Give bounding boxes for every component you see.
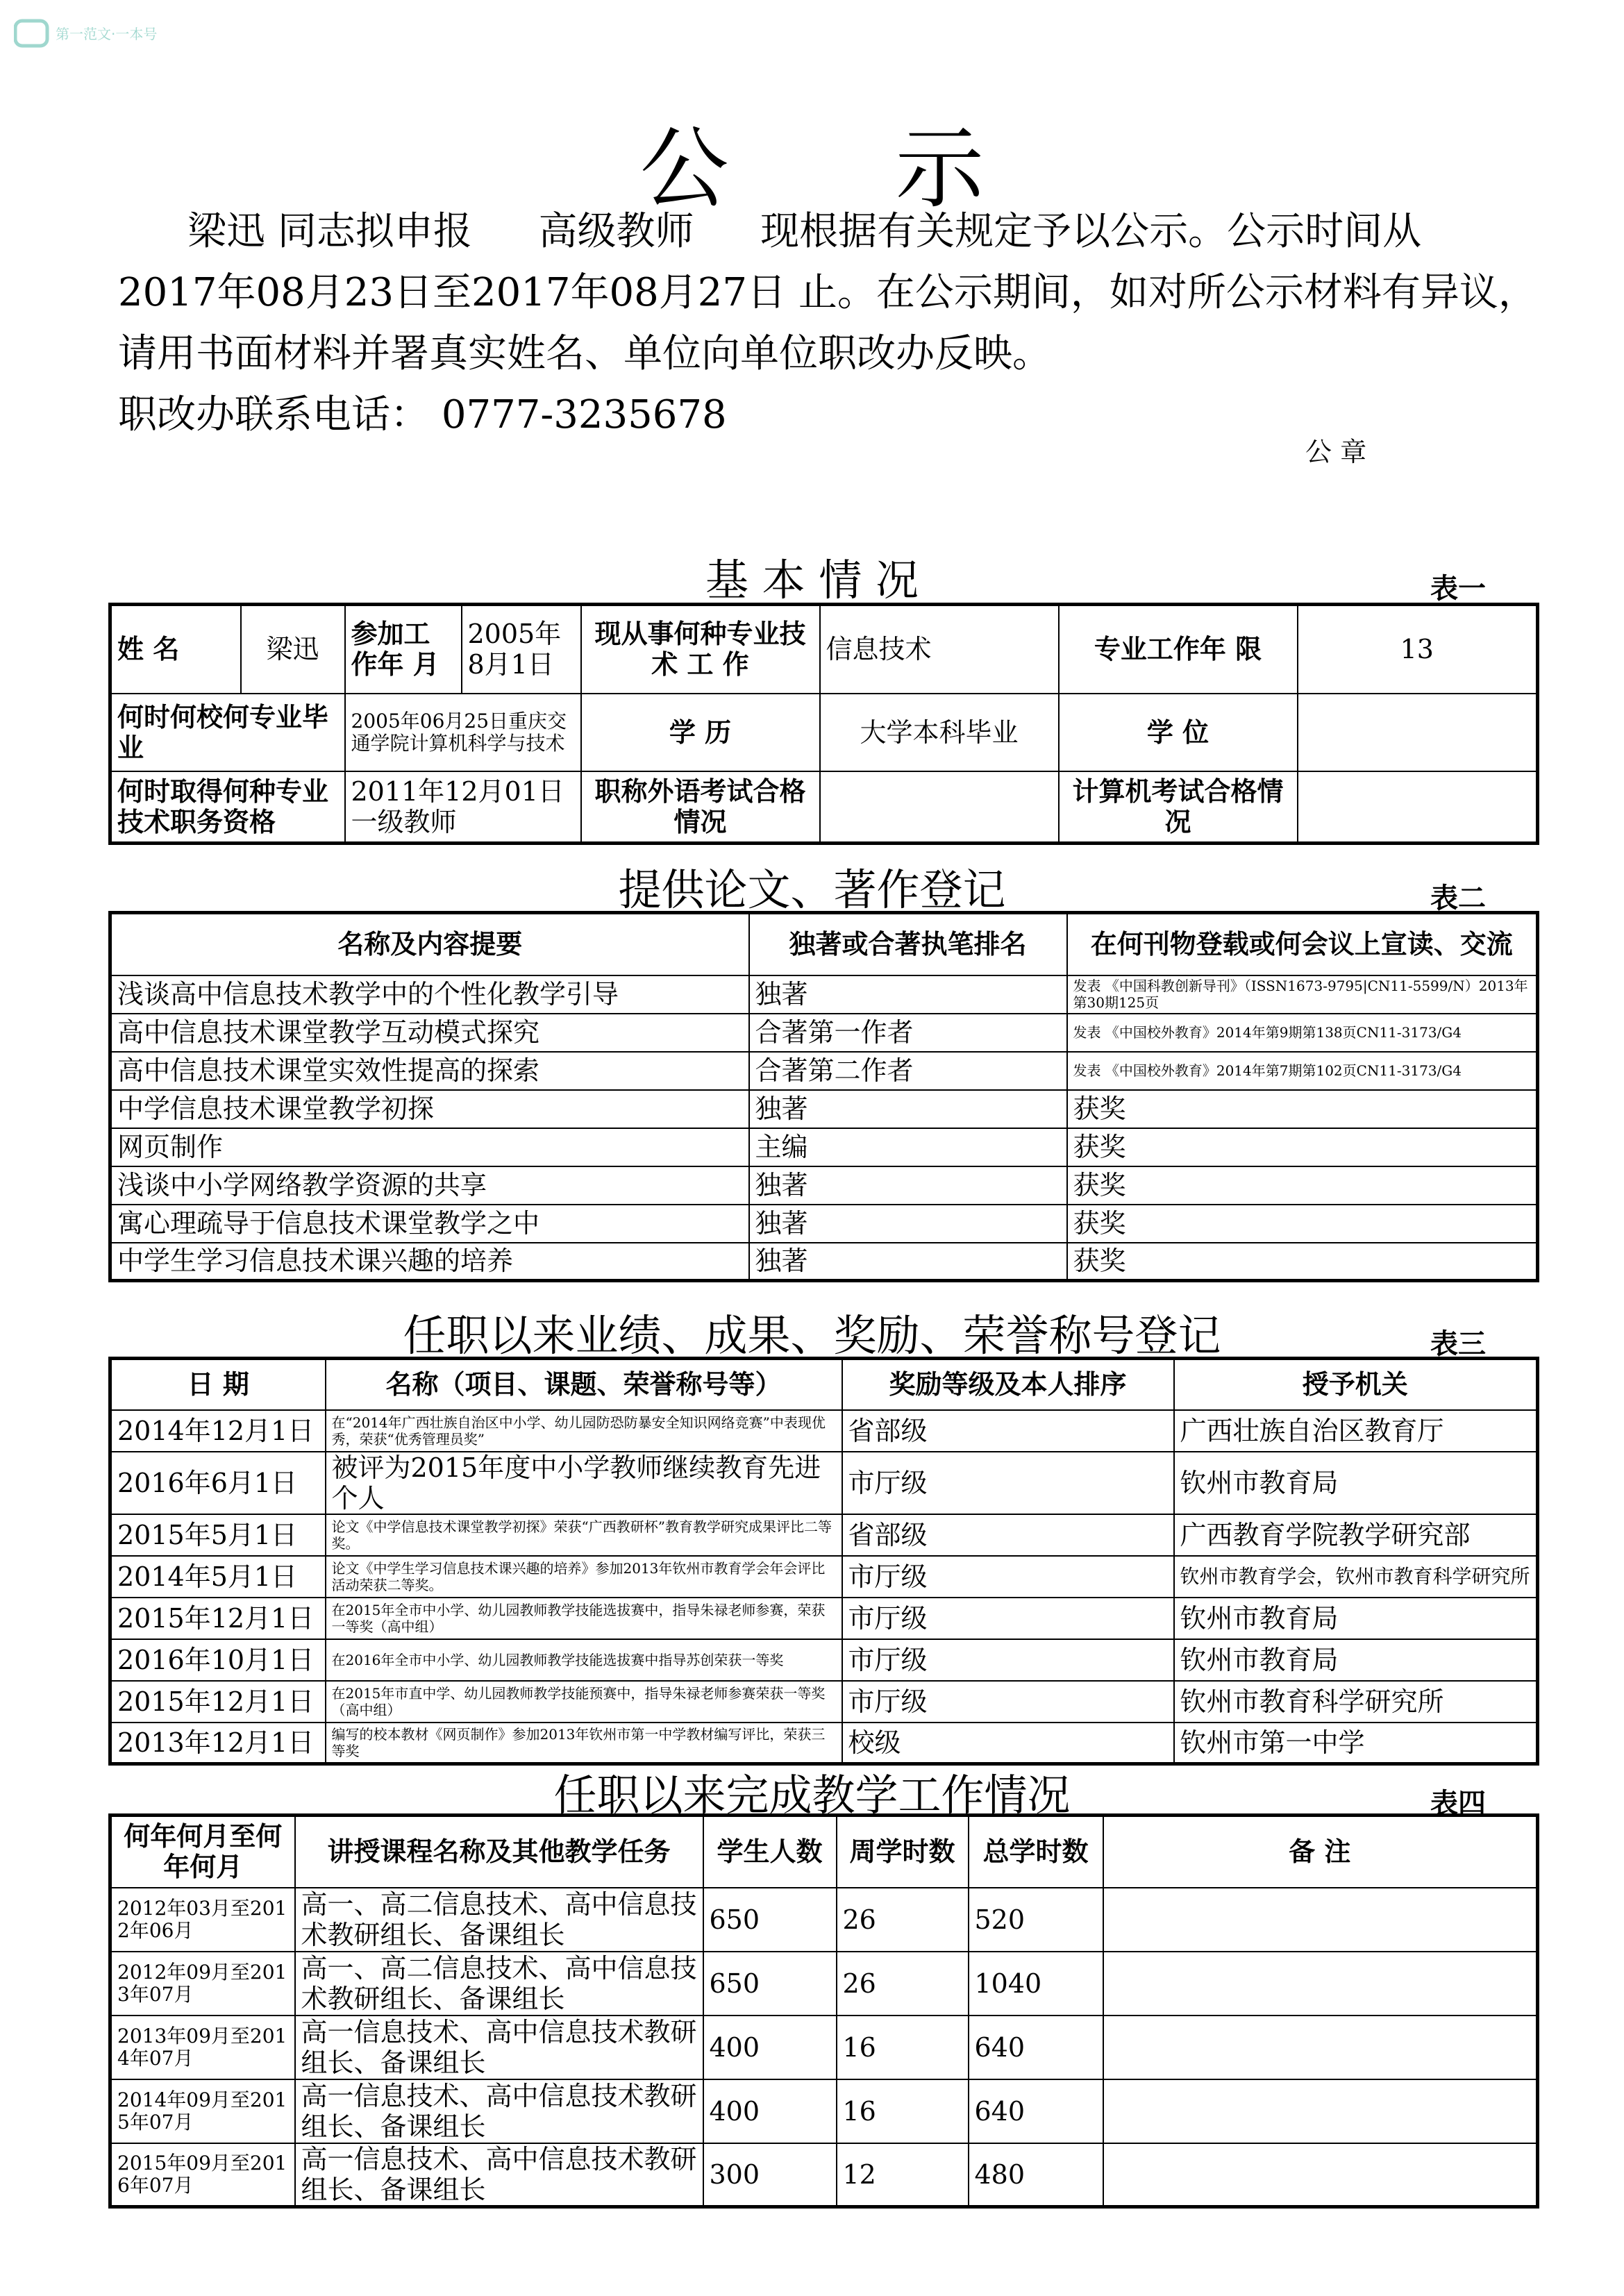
table-row [110, 1014, 1538, 1052]
degree-value [1298, 694, 1538, 771]
weekly-hours: 12 [837, 2143, 969, 2207]
papers-header-rank: 独著或合著执笔排名 [749, 913, 1067, 975]
award-authority: 钦州市教育局 [1174, 1639, 1538, 1681]
achv-header-name: 名称（项目、课题、荣誉称号等） [326, 1359, 842, 1410]
teach-header-remark: 备 注 [1103, 1816, 1538, 1888]
award-authority: 钦州市教育科学研究所 [1174, 1681, 1538, 1723]
student-count: 650 [703, 1952, 837, 2016]
award-date: 2015年5月1日 [110, 1514, 326, 1556]
remark [1103, 2079, 1538, 2143]
table-row [110, 1888, 1538, 1952]
paper-venue: 获奖 [1067, 1128, 1538, 1166]
award-date: 2015年12月1日 [110, 1681, 326, 1723]
course-name: 高一信息技术、高中信息技术教研组长、备课组长 [295, 2079, 703, 2143]
paper-title: 浅谈高中信息技术教学中的个性化教学引导 [110, 975, 749, 1014]
table-row [110, 1052, 1538, 1090]
award-level: 市厅级 [842, 1556, 1174, 1598]
table-row [110, 1090, 1538, 1128]
remark [1103, 1888, 1538, 1952]
award-date: 2015年12月1日 [110, 1598, 326, 1639]
notice-text: 同志拟申报 [277, 209, 472, 254]
award-authority: 钦州市第一中学 [1174, 1723, 1538, 1764]
weekly-hours: 16 [837, 2079, 969, 2143]
qualification-value: 2011年12月01日一级教师 [345, 771, 581, 844]
table-row [110, 1452, 1538, 1514]
award-level: 校级 [842, 1723, 1174, 1764]
paper-venue: 获奖 [1067, 1090, 1538, 1128]
table-row [110, 2143, 1538, 2207]
award-name: 在2015年市直中学、幼儿园教师教学技能预赛中，指导朱禄老师参赛荣获一等奖（高中组） [326, 1681, 842, 1723]
teaching-period: 2012年09月至2013年07月 [110, 1952, 295, 2016]
table-row [110, 1514, 1538, 1556]
foreign-lang-value [820, 771, 1059, 844]
table-row [110, 1205, 1538, 1243]
paper-venue: 获奖 [1067, 1166, 1538, 1205]
award-level: 市厅级 [842, 1681, 1174, 1723]
table3-tag: 表三 [1430, 1327, 1486, 1360]
table-row [110, 1128, 1538, 1166]
author-rank: 独著 [749, 1205, 1067, 1243]
author-rank: 独著 [749, 975, 1067, 1014]
award-name: 论文《中学信息技术课堂教学初探》荣获“广西教研杯”教育教学研究成果评比二等奖。 [326, 1514, 842, 1556]
paper-venue: 获奖 [1067, 1205, 1538, 1243]
teach-header-period: 何年何月至何年何月 [110, 1816, 295, 1888]
paper-venue: 发表 《中国校外教育》2014年第7期第102页CN11-3173/G4 [1067, 1052, 1538, 1090]
table1-tag: 表一 [1430, 572, 1486, 605]
table-row [110, 1410, 1538, 1452]
seal-label: 公 章 [1305, 437, 1367, 467]
table-row [110, 975, 1538, 1014]
author-rank: 独著 [749, 1090, 1067, 1128]
table4-title: 任职以来完成教学工作情况 [553, 1770, 1071, 1820]
papers-header-name: 名称及内容提要 [110, 913, 749, 975]
remark [1103, 1952, 1538, 2016]
papers-header-venue: 在何刊物登载或何会议上宣读、交流 [1067, 913, 1538, 975]
award-date: 2013年12月1日 [110, 1723, 326, 1764]
total-hours: 520 [969, 1888, 1103, 1952]
name-label: 姓 名 [110, 605, 241, 694]
table-row [110, 1598, 1538, 1639]
teaching-table [108, 1813, 1539, 2209]
table-row [110, 2016, 1538, 2079]
table-row [110, 1723, 1538, 1764]
years-value: 13 [1298, 605, 1538, 694]
paper-title: 中学信息技术课堂教学初探 [110, 1090, 749, 1128]
notice-text: 请用书面材料并署真实姓名、单位向单位职改办反映。 [118, 331, 1051, 376]
course-name: 高一、高二信息技术、高中信息技术教研组长、备课组长 [295, 1888, 703, 1952]
total-hours: 640 [969, 2016, 1103, 2079]
course-name: 高一信息技术、高中信息技术教研组长、备课组长 [295, 2016, 703, 2079]
graduation-label: 何时何校何专业毕 业 [110, 694, 345, 771]
logo-icon [14, 15, 167, 51]
paper-title: 中学生学习信息技术课兴趣的培养 [110, 1243, 749, 1281]
remark [1103, 2016, 1538, 2079]
award-authority: 广西教育学院教学研究部 [1174, 1514, 1538, 1556]
student-count: 400 [703, 2016, 837, 2079]
weekly-hours: 16 [837, 2016, 969, 2079]
table-row [110, 1166, 1538, 1205]
table-row [110, 1556, 1538, 1598]
award-level: 省部级 [842, 1514, 1174, 1556]
teaching-period: 2014年09月至2015年07月 [110, 2079, 295, 2143]
teaching-period: 2012年03月至2012年06月 [110, 1888, 295, 1952]
table-row [110, 1952, 1538, 2016]
notice-text: 现根据有关规定予以公示。公示时间从 [760, 209, 1422, 254]
paper-title: 寓心理疏导于信息技术课堂教学之中 [110, 1205, 749, 1243]
graduation-value: 2005年06月25日重庆交通学院计算机科学与技术 [345, 694, 581, 771]
education-value: 大学本科毕业 [820, 694, 1059, 771]
author-rank: 合著第二作者 [749, 1052, 1067, 1090]
table2-title: 提供论文、著作登记 [618, 864, 1006, 915]
paper-venue: 发表 《中国科教创新导刊》（ISSN1673-9795|CN11-5599/N）2013年第30期125页 [1067, 975, 1538, 1014]
paper-title: 高中信息技术课堂教学互动模式探究 [110, 1014, 749, 1052]
award-name: 被评为2015年度中小学教师继续教育先进个人 [326, 1452, 842, 1514]
award-level: 市厅级 [842, 1639, 1174, 1681]
student-count: 300 [703, 2143, 837, 2207]
award-level: 市厅级 [842, 1452, 1174, 1514]
course-name: 高一信息技术、高中信息技术教研组长、备课组长 [295, 2143, 703, 2207]
total-hours: 640 [969, 2079, 1103, 2143]
student-count: 650 [703, 1888, 837, 1952]
award-level: 省部级 [842, 1410, 1174, 1452]
applicant-name: 梁迅 [187, 209, 265, 254]
award-date: 2016年6月1日 [110, 1452, 326, 1514]
logo [14, 15, 167, 51]
teach-header-weekly: 周学时数 [837, 1816, 969, 1888]
award-authority: 钦州市教育局 [1174, 1598, 1538, 1639]
paper-title: 网页制作 [110, 1128, 749, 1166]
award-name: 编写的校本教材《网页制作》参加2013年钦州市第一中学教材编写评比，荣获三等奖 [326, 1723, 842, 1764]
award-name: 在2016年全市中小学、幼儿园教师教学技能选拔赛中指导苏创荣获一等奖 [326, 1639, 842, 1681]
award-date: 2016年10月1日 [110, 1639, 326, 1681]
table-row [110, 1681, 1538, 1723]
current-job-label: 现从事何种专业技 术 工 作 [581, 605, 820, 694]
teach-header-course: 讲授课程名称及其他教学任务 [295, 1816, 703, 1888]
award-name: 论文《中学生学习信息技术课兴趣的培养》参加2013年钦州市教育学会年会评比活动荣获二等奖。 [326, 1556, 842, 1598]
table-row [110, 2079, 1538, 2143]
current-job-value: 信息技术 [820, 605, 1059, 694]
award-authority: 广西壮族自治区教育厅 [1174, 1410, 1538, 1452]
table2-tag: 表二 [1430, 882, 1486, 914]
computer-exam-value [1298, 771, 1538, 844]
paper-venue: 获奖 [1067, 1243, 1538, 1281]
total-hours: 480 [969, 2143, 1103, 2207]
paper-title: 高中信息技术课堂实效性提高的探索 [110, 1052, 749, 1090]
qualification-label: 何时取得何种专业技术职务资格 [110, 771, 345, 844]
notice-line-3 [118, 324, 1541, 385]
phone-label: 职改办联系电话： [118, 392, 429, 437]
teaching-period: 2013年09月至2014年07月 [110, 2016, 295, 2079]
author-rank: 主编 [749, 1128, 1067, 1166]
author-rank: 合著第一作者 [749, 1014, 1067, 1052]
title-char-1: 公 [639, 117, 729, 221]
total-hours: 1040 [969, 1952, 1103, 2016]
weekly-hours: 26 [837, 1888, 969, 1952]
name-value: 梁迅 [241, 605, 345, 694]
award-level: 市厅级 [842, 1598, 1174, 1639]
notice-paragraph [118, 201, 1541, 446]
degree-label: 学 位 [1059, 694, 1298, 771]
achv-header-date: 日 期 [110, 1359, 326, 1410]
notice-period: 2017年08月23日至2017年08月27日 [118, 270, 787, 315]
award-authority: 钦州市教育局 [1174, 1452, 1538, 1514]
basic-info-table [108, 603, 1539, 845]
education-label: 学 历 [581, 694, 820, 771]
achv-header-authority: 授予机关 [1174, 1359, 1538, 1410]
author-rank: 独著 [749, 1166, 1067, 1205]
author-rank: 独著 [749, 1243, 1067, 1281]
notice-text: 止。在公示期间，如对所公示材料有异议， [798, 270, 1537, 315]
table-row [110, 1243, 1538, 1281]
teaching-period: 2015年09月至2016年07月 [110, 2143, 295, 2207]
applied-position: 高级教师 [538, 209, 694, 254]
table1-title: 基 本 情 况 [705, 555, 919, 605]
award-name: 在“2014年广西壮族自治区中小学、幼儿园防恐防暴安全知识网络竞赛”中表现优秀，荣获“优秀管理员奖” [326, 1410, 842, 1452]
papers-table [108, 911, 1539, 1282]
paper-title: 浅谈中小学网络教学资源的共享 [110, 1166, 749, 1205]
foreign-lang-label: 职称外语考试合格情况 [581, 771, 820, 844]
paper-venue: 发表 《中国校外教育》2014年第9期第138页CN11-3173/G4 [1067, 1014, 1538, 1052]
weekly-hours: 26 [837, 1952, 969, 2016]
award-name: 在2015年全市中小学、幼儿园教师教学技能选拔赛中，指导朱禄老师参赛，荣获一等奖（高中组） [326, 1598, 842, 1639]
award-authority: 钦州市教育学会，钦州市教育科学研究所 [1174, 1556, 1538, 1598]
years-label: 专业工作年 限 [1059, 605, 1298, 694]
achievements-table [108, 1357, 1539, 1766]
achv-header-level: 奖励等级及本人排序 [842, 1359, 1174, 1410]
work-start-value: 2005年8月1日 [462, 605, 581, 694]
table-row [110, 1639, 1538, 1681]
table3-title: 任职以来业绩、成果、奖励、荣誉称号登记 [403, 1310, 1221, 1361]
phone-number: 0777-3235678 [441, 392, 727, 437]
table4-tag: 表四 [1430, 1787, 1486, 1820]
course-name: 高一、高二信息技术、高中信息技术教研组长、备课组长 [295, 1952, 703, 2016]
svg-text:第一范文·一本号: 第一范文·一本号 [56, 26, 158, 42]
teach-header-students: 学生人数 [703, 1816, 837, 1888]
remark [1103, 2143, 1538, 2207]
notice-line-2 [118, 262, 1541, 324]
title-char-2: 示 [895, 117, 985, 221]
notice-line-1 [118, 201, 1541, 262]
computer-exam-label: 计算机考试合格情况 [1059, 771, 1298, 844]
teach-header-total: 总学时数 [969, 1816, 1103, 1888]
award-date: 2014年5月1日 [110, 1556, 326, 1598]
student-count: 400 [703, 2079, 837, 2143]
award-date: 2014年12月1日 [110, 1410, 326, 1452]
work-start-label: 参加工作年 月 [345, 605, 462, 694]
